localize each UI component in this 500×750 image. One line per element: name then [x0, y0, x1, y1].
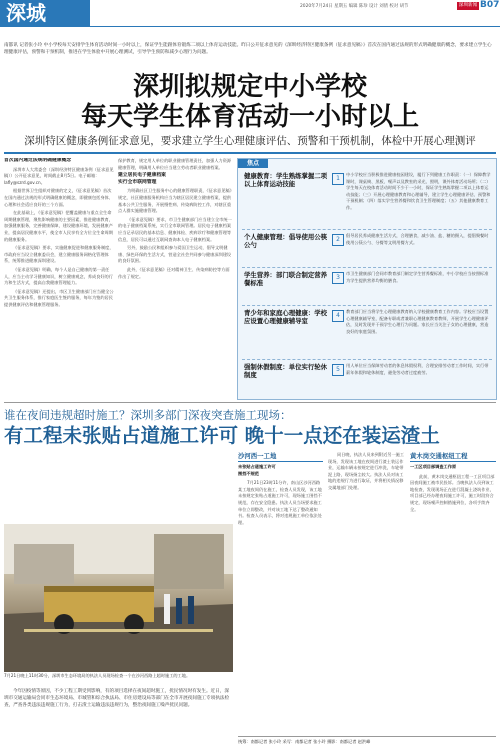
focus-row — [242, 305, 492, 358]
paragraph: 另外，鼓励公民和组织参与爱国卫生运动，倡导文明健康、绿色环保的生活方式，营造全社会共同参与健康深圳建设的良好氛围。 — [118, 245, 232, 264]
focus-row — [242, 359, 492, 396]
story2-lead: 今年因疫情等原因，不少工程工期受到影响，有的项目选择在夜间超时施工，扰民情况时有发生。近日，深圳市交通运输局会同市生态环境局、市城管和综合执法局、市住房建设局等部门在全市开展夜间施工专项执法检查，严查各类违法违规施工行为，打击渣土运输违法违规行为，整治夜间施工噪声扰民问题。 — [4, 689, 230, 709]
focus-row-number: 1 — [332, 173, 344, 185]
article-column-2 — [118, 158, 232, 394]
focus-row-text: 市卫生健康部门会同市教育部门制定学生营养餐标准，中小学校应当按照标准为学生提供营养均衡的膳食。 — [346, 271, 489, 283]
paragraph: 为明确社区卫生服务中心的健康管理职责，《征求意见稿》规定，社区健康服务机构应当为辖区居民建立健康档案，提供基本公共卫生服务，开展慢性病、传染病防控工作，对辖区重点人群实施健康管理。 — [118, 188, 232, 214]
headline-line-1: 深圳拟规定中小学校 — [132, 72, 367, 102]
masthead-rule — [0, 26, 500, 27]
section-heading: 实行全市联网管理 — [118, 179, 157, 185]
focus-row-number: 3 — [332, 272, 344, 284]
focus-row-number: 5 — [332, 364, 344, 376]
headline-line-2: 每天学生体育活动一小时以上 — [80, 102, 419, 132]
page-number: B07 — [480, 0, 500, 10]
photo-illustration — [4, 524, 233, 672]
paragraph: 7月21日23时11分许，南山区沙河西路某工地夜间仍在施工，检查人员发现，该工地未按规定张贴占道施工许可，现场施工围挡不规范，存在安全隐患。执法人员当场要求施工单位立即整改，并对该工地下达了整改通知书。检查人员表示，将对违规施工单位依法处理。 — [238, 480, 322, 525]
subsection-heading: 黄木岗交通枢纽工程 — [410, 452, 496, 462]
story2-column-3 — [410, 452, 496, 734]
paragraph: 《征求意见稿》还提出，市区卫生健康部门应当健全公共卫生服务体系，推行家庭医生签约服务，每年为签约居民提供健康评估和健康管理服务。 — [4, 288, 114, 307]
focus-row — [242, 267, 492, 304]
construction-site-photo — [4, 524, 233, 672]
photo-caption: 7月21日晚上11时30分，深圳市生态环境局的执法人员现场检查一个在沙河西路上超时施工的工地。 — [4, 673, 191, 678]
section-title: 深城 — [0, 0, 90, 26]
paragraph: 根据世界卫生组织对健康的定义，《征求意见稿》首次在国内通过法规的形式明确健康的概念，即健康包括身体、心理和社会适应良好的三个方面。 — [4, 188, 113, 207]
credit-rule — [238, 736, 496, 737]
focus-box — [237, 158, 497, 400]
story2-kicker: 谁在夜间违规超时施工？深圳多部门深夜突查施工现场： — [4, 408, 292, 422]
focus-row — [242, 169, 492, 227]
focus-row — [242, 229, 492, 266]
section-tag: 深圳新闻 — [458, 3, 478, 8]
focus-tag: 焦点 — [238, 159, 268, 168]
issue-meta: 2020年7月24日 星期五 编辑 陈珍 设计 刘倩 校对 胡节 — [300, 4, 409, 9]
focus-row-number: 4 — [332, 310, 344, 322]
section-heading: 首次国内通过法规明确健康概念 — [4, 158, 72, 163]
focus-row-label: 健康教育：学生熟练掌握二项以上体育运动技能 — [244, 172, 328, 189]
paragraph: 《征求意见稿》要求，实施健康促进和健康服务制度，市政府应当设立健康委员会，建立健康服务网格化管理体系，统筹推进健康深圳建设。 — [4, 245, 114, 264]
lead-paragraph: 南都讯 记者张小玲 中小学校每天安排学生体育活动时间一小时以上，保证学生能跟体育锻炼二项以上体育运动技能。昨日公开征求意见的《深圳经济特区健康条例（征求意见稿）》首次在国内通过法规的形式明确健康的概念，要求建立学生心理健康评估，预警和干预机制，推进在学生体验中开展心理测试，引导学生预防和减少心理行为问题。 — [4, 43, 492, 56]
story2-column-1 — [238, 452, 323, 734]
section-heading: 建立居民电子健康档案 — [118, 173, 166, 179]
focus-row-text: 中小学校应当积极推进健康校园建设，履行下列健康工作职责：（一）保障教学课时，课桌椅、黑板、噪声以及教室的采光、照明，课外体育活动场所；（二）学生每天在校体育活动时间不少于一小时，保证学生熟练掌握二项以上体育运动技能；（三）开展心理健康教育和心理辅导，建立学生心理健康评估、预警和干预机制；（四）落实学生营养餐和饮食卫生管理制度；（五）其他健康教育工作。 — [346, 172, 491, 210]
article-column-1 — [4, 158, 114, 394]
story2-column-2: 同日晚，执法人员来到附近另一施工现场，发现该工地在夜间进行渣土装运作业，运输车辆未按规定进行冲洗，车轮带泥上路，现场扬尘较大。执法人员对该工地的违规行为进行取证，并将相关情况移交属地部门处理。 — [328, 452, 405, 490]
paragraph: 在此基础上，《征求意见稿》把覆盖健康与重点全生命周期健康管理，聚焦影响健康的主要因素，推进健康教育，加强健康服务，完善健康保障，建设健康环境，发展健康产业，提高居民健康水平，使全市人民享有全方位全生命周期的健康服务。 — [4, 210, 113, 242]
credit-line: 统筹：南都记者 张小玲 采写：南都记者 张小玲 摄影：南都记者 赵洪峰 — [238, 739, 371, 744]
headline-rule — [4, 152, 496, 154]
focus-row-label: 个人健康管理：倡导使用公筷公勺 — [244, 233, 328, 250]
subsection-heading: 沙河西一工地 — [238, 452, 323, 462]
paragraph: 保护教育，规定用人单位的职业健康管理责任，加强人力资源健康管理，明确用人单位应当建立劳动者职业健康档案。 — [118, 158, 232, 170]
focus-row-label: 强制休假制度：单位实行轮休制度 — [244, 363, 328, 380]
paragraph: 《征求意见稿》明确，每个人是自己健康的第一责任人，应当主动学习健康知识，树立健康观念，养成良好的行为和生活方式，提高自我健康管理能力。 — [4, 266, 113, 286]
paragraph: 深圳市人大常委会（深圳经济特区健康条例（征求意见稿））公开征求意见，时间截止8月5日。电子邮箱：lafly@szrd.gov.cn。 — [4, 166, 114, 185]
paragraph: 《征求意见稿》要求，市卫生健康部门应当建立全市统一的电子健康档案系统，实行全市联网管理。居民电子健康档案应当记录居民的基本信息、健康体检、疾病诊疗和健康管理等信息，居民可以通过互联网查询本人电子健康档案。 — [118, 216, 232, 242]
story2-headline: 有工程未张贴占道施工许可 晚十一点还在装运渣土 — [4, 424, 440, 447]
focus-row-text: 教育部门应当将学生心理健康教育纳入学校健康教育工作内容。学校应当设置心理健康辅导室，配备专职或者兼职心理健康教育教师，开展学生心理健康评估，及时发现并干预学生心理行为问题。家长应当关注子女的心理健康，营造良好的家庭氛围。 — [346, 309, 489, 334]
headline-subtitle: 深圳特区健康条例征求意见，要求建立学生心理健康评估、预警和干预机制，体检中开展心理测评 — [24, 135, 476, 147]
masthead — [0, 0, 500, 26]
focus-row-number: 2 — [332, 234, 344, 246]
subsection-subheading: 一工区项目部调查工作原 — [410, 464, 457, 469]
subsection-subheading: 围挡不规范 — [238, 470, 259, 476]
subsection-subheading: 未张贴占道施工许可 — [238, 464, 276, 469]
focus-row-label: 青少年和家庭心理健康：学校应设置心理健康辅导室 — [244, 309, 328, 326]
paragraph: 此前，黄木岗交通枢纽工程一工区项目部因夜间施工被市民投诉。当晚执法人员到该工地检查，发现现场正在进行混凝土浇筑作业，项目部已经办理夜间施工许可，施工时段符合规定，现场噪声控制措施到位，各项手续齐全。 — [410, 473, 495, 512]
focus-row-label: 学生营养：部门联合制定营养餐标准 — [244, 271, 328, 288]
focus-row-text: 倡导居民养成健康生活方式，合理膳食，减少油、盐、糖的摄入，提倡聚餐时使用公筷公勺、分餐等文明用餐方式。 — [346, 233, 489, 245]
story-divider — [4, 402, 496, 403]
paragraph: 此外，《征求意见稿》还对精神卫生、传染病防控等方面作出了规定。 — [118, 266, 230, 279]
focus-row-text: 用人单位应当保障劳动者的休息休假权利，合理安排劳动者工作时间，实行带薪年休假和轮休制度，避免劳动者过度疲劳。 — [346, 363, 489, 375]
